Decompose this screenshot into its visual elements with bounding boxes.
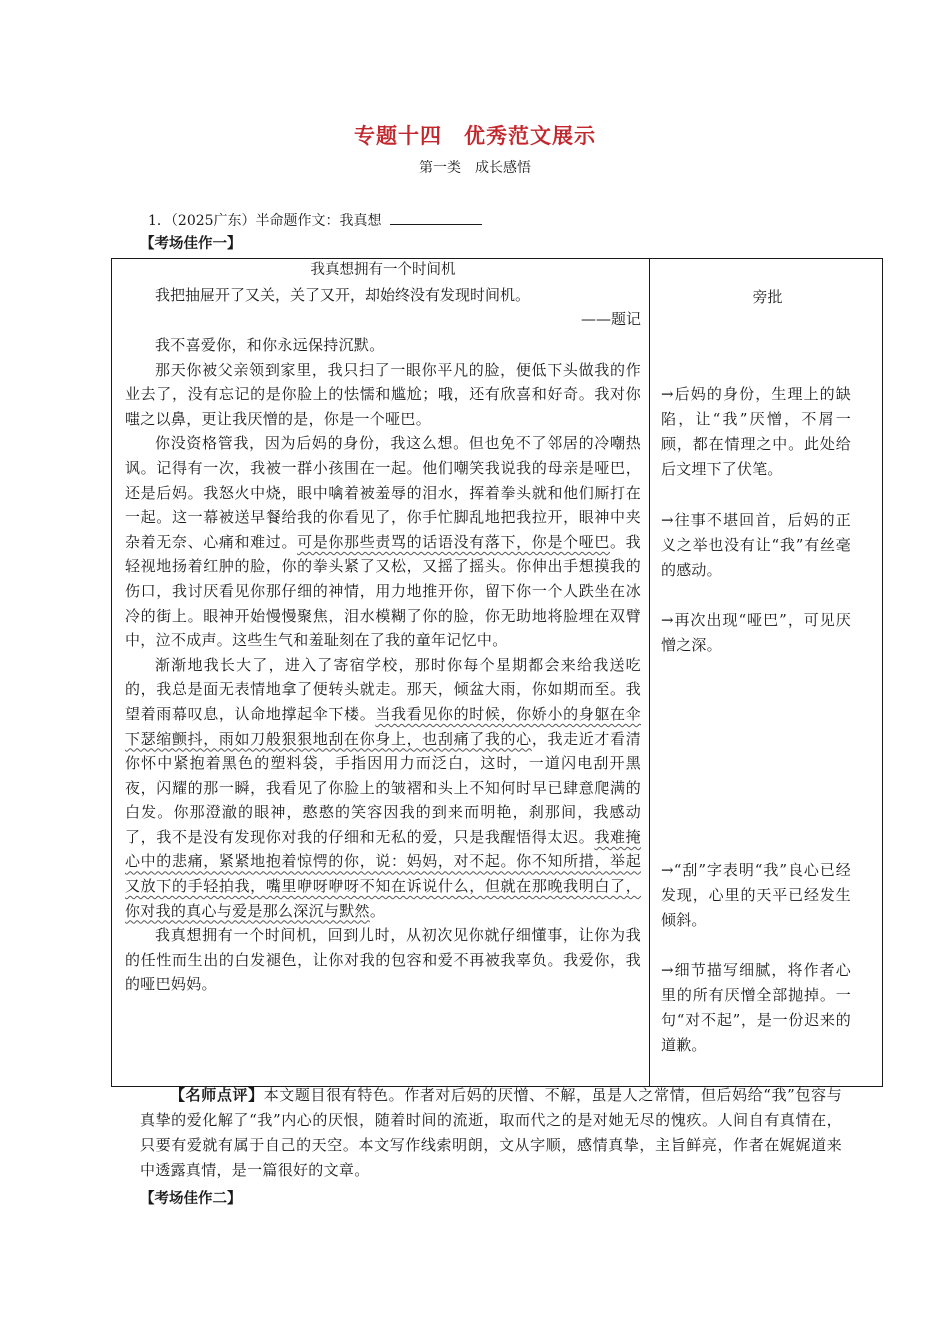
page-subtitle: 第一类 成长感悟: [419, 160, 531, 176]
side-note-2: →往事不堪回首，后妈的正义之举也没有让“我”有丝毫的感动。: [661, 511, 851, 579]
essay-paragraph-4: [125, 653, 641, 924]
side-notes-cell: [650, 259, 883, 1087]
question-text: 1．（2025广东）半命题作文：我真想: [148, 213, 382, 229]
p3-text-a: 你没资格管我，因为后妈的身份，我这么想。但也免不了邻居的冷嘲热讽。记得有一次，我被一群小孩围在一起。他们嘲笑我说我的母亲是哑巴，还是后妈。我怒火中烧，眼中噙着被羞辱的泪水，挥着拳头就和他们厮打在一起。这一幕被送早餐给我的你看见了，你手忙脚乱地把我拉开，眼神中夹杂着无奈、心痛和难过。: [125, 434, 641, 551]
essay-title: 我真想拥有一个时间机: [310, 262, 456, 278]
side-note-5: →细节描写细腻，将作者心里的所有厌憎全部抛掉。一句“对不起”，是一份迟来的道歉。: [661, 961, 851, 1054]
p3-underlined: 可是你那些责骂的话语没有落下，你是个哑巴: [297, 532, 611, 551]
p4-text-c: ，我走近才看清你怀中紧抱着黑色的塑料袋，手指因用力而泛白，这时，一道闪电刮开黑夜，闪耀的那一瞬，我看见了你脸上的皱褶和头上不知何时早已肆意爬满的白发。你那澄澈的眼神，憨憨的笑容因我的到来而明艳，刹那间，我感动了，我不是没有发现你对我的仔细和无私的爱，只是我醒悟得太迟。: [125, 729, 641, 846]
review-label: 【名师点评】: [170, 1086, 264, 1104]
p4-underlined-1: 当我看见你的时候，你娇小的身躯在伞下瑟缩颤抖，雨如刀般狠狠地刮在你身上，也刮痛了我的心: [125, 704, 641, 748]
question-prompt: [148, 210, 482, 230]
essay-table: [111, 258, 883, 1087]
essay-paragraph-2: 那天你被父亲领到家里，我只扫了一眼你平凡的脸，便低下头做我的作业去了，没有忘记的是你脸上的怯懦和尴尬；哦，还有欣喜和好奇。我对你嗤之以鼻，更让我厌憎的是，你是一个哑巴。: [125, 360, 641, 428]
p4-text-e: 。: [369, 901, 386, 920]
essay-paragraph-5: 我真想拥有一个时间机，回到儿时，从初次见你就仔细懂事，让你为我的任性而生出的白发褪色，让你对我的包容和爱不再被我辜负。我爱你，我的哑巴妈妈。: [125, 926, 641, 994]
essay-paragraph-3: [125, 431, 641, 652]
side-note-1: →后妈的身份，生理上的缺陷，让“我”厌憎，不屑一顾，都在情理之中。此处给后文埋下了伏笔。: [661, 385, 851, 478]
epigraph-signature: ——题记: [580, 310, 641, 328]
epigraph: 我把抽屉开了又关，关了又开，却始终没有发现时间机。: [155, 286, 531, 304]
side-note-4: →“刮”字表明“我”良心已经发现，心里的天平已经发生倾斜。: [661, 861, 851, 929]
answer-blank: [390, 212, 482, 225]
section-label-2: 【考场佳作二】: [140, 1190, 242, 1207]
p3-text-c: 。我轻视地扬着红肿的脸，你的拳头紧了又松，又摇了摇头。你伸出手想摸我的伤口，我讨厌看见你那仔细的神情，用力地推开你，留下你一个人跌坐在冰冷的街上。眼神开始慢慢聚焦，泪水模糊了你的脸，你无助地将脸埋在双臂中，泣不成声。这些生气和羞耻刻在了我的童年记忆中。: [125, 532, 641, 650]
p4-text-a: 渐渐地我长大了，进入了寄宿学校，那时你每个星期都会来给我送吃的，我总是面无表情地拿了便转头就走。那天，倾盆大雨，你如期而至。我望着雨幕叹息，认命地撑起伞下楼。: [125, 655, 641, 723]
review-text: 本文题目很有特色。作者对后妈的厌憎、不解，虽是人之常情，但后妈给“我”包容与真挚的爱化解了“我”内心的厌恨，随着时间的流逝，取而代之的是对她无尽的愧疚。人间自有真情在，只要有爱就有属于自己的天空。本文写作线索明朗，文从字顺，感情真挚，主旨鲜亮，作者在娓娓道来中透露真情，是一篇很好的文章。: [140, 1086, 842, 1179]
essay-body-cell: [112, 259, 650, 1087]
essay-paragraph-1: 我不喜爱你，和你永远保持沉默。: [155, 336, 385, 354]
page-title: 专题十四 优秀范文展示: [354, 124, 596, 148]
teacher-review: [140, 1083, 842, 1183]
section-label-1: 【考场佳作一】: [140, 235, 242, 252]
side-notes-heading: 旁批: [752, 288, 783, 306]
side-note-3: →再次出现“哑巴”，可见厌憎之深。: [661, 611, 851, 654]
p4-underlined-2: 我难掩心中的悲痛，紧紧地抱着惊愕的你，说：妈妈，对不起。你不知所措，举起又放下的手轻拍我，嘴里咿呀咿呀不知在诉说什么，但就在那晚我明白了，你对我的真心与爱是那么深沉与默然: [125, 827, 641, 920]
